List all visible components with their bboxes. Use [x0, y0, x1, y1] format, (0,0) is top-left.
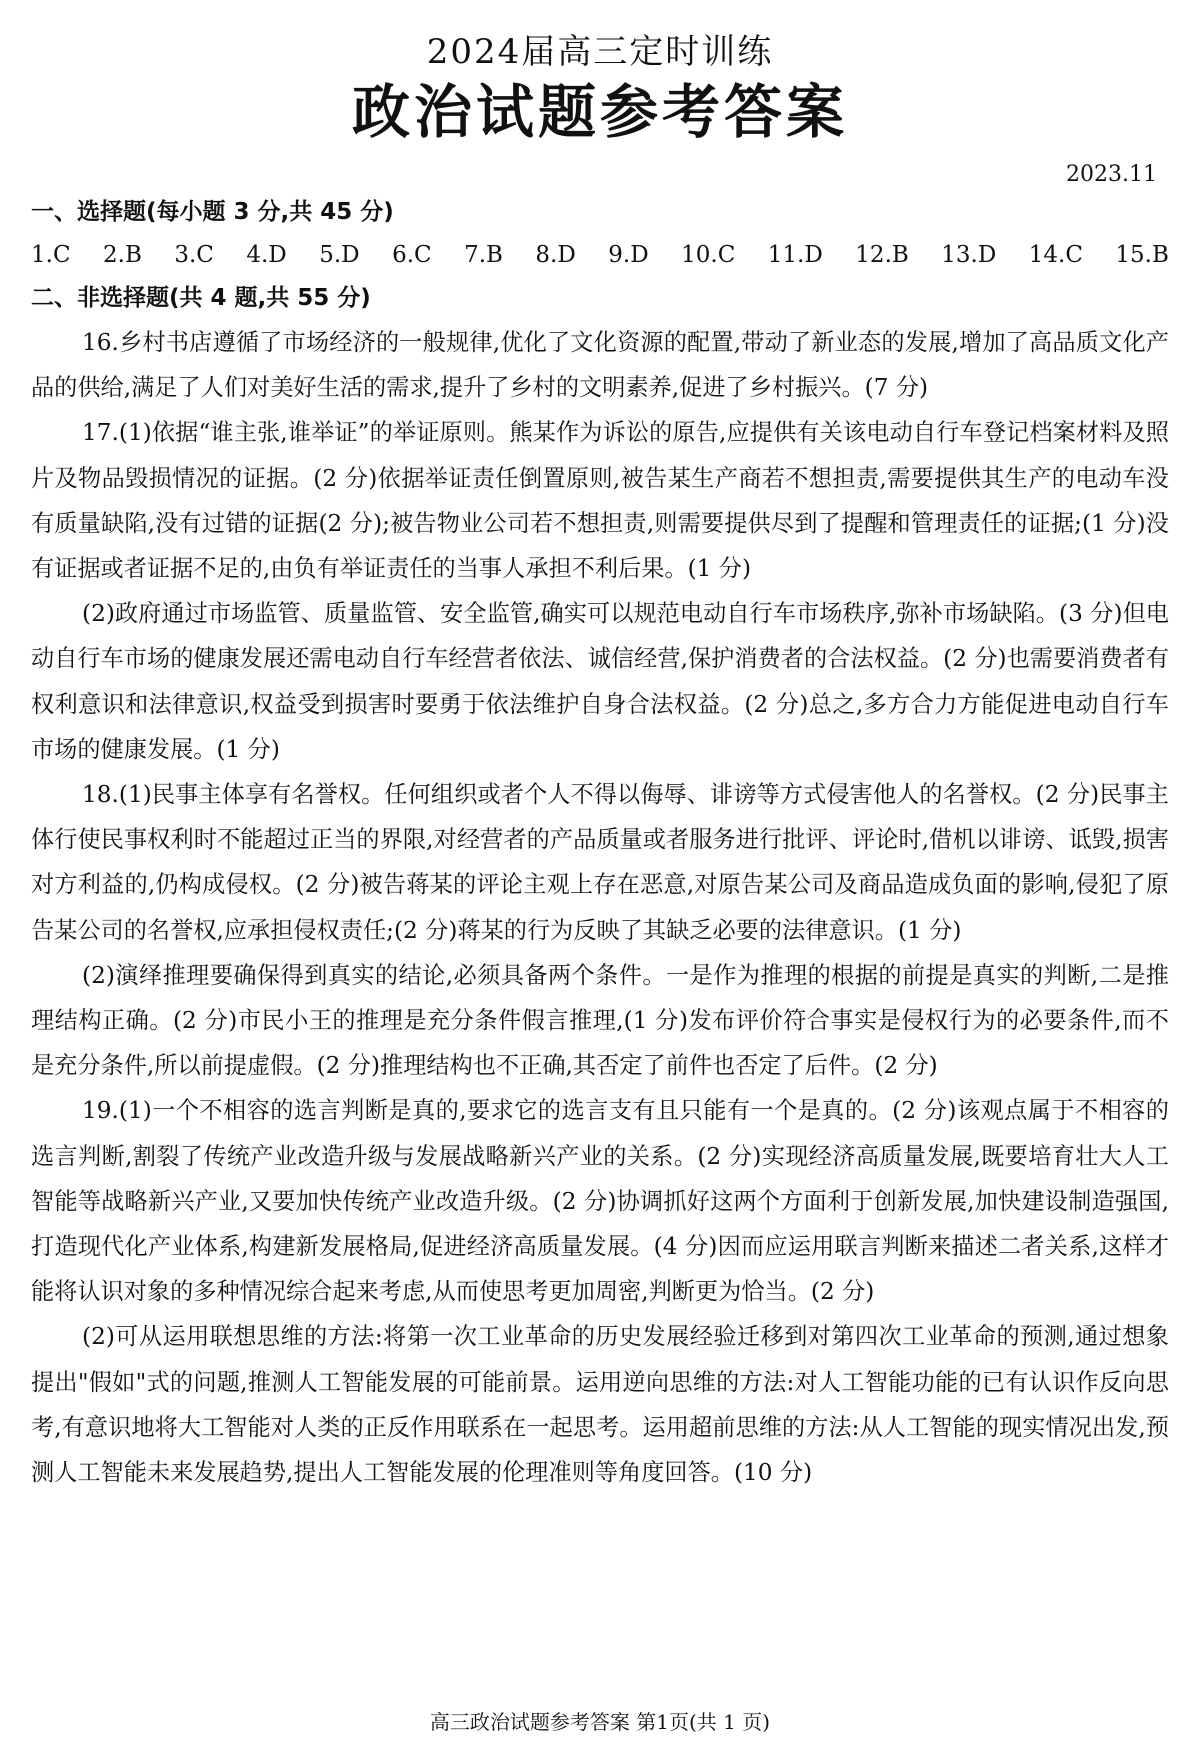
answer-paragraph-17-2: (2)政府通过市场监管、质量监管、安全监管,确实可以规范电动自行车市场秩序,弥补市场缺陷。(3 分)但电动自行车市场的健康发展还需电动自行车经营者依法、诚信经营,保护消费者的合法权益。(2 分)也需要消费者有权利意识和法律意识,权益受到损害时要勇于依法维护自身合法权益。(2 分)总之,多方合力方能促进电动自行车市场的健康发展。(1 分) — [31, 600, 1169, 763]
choice-answer: 11.D — [767, 242, 823, 268]
exam-date: 2023.11 — [1066, 162, 1157, 187]
choice-answer: 9.D — [608, 242, 649, 268]
choice-answers-row — [31, 234, 1169, 276]
choice-answer: 10.C — [681, 242, 736, 268]
choice-answer: 6.C — [392, 242, 432, 268]
choice-answer: 8.D — [535, 242, 576, 268]
choice-answer: 7.B — [464, 242, 503, 268]
answer-paragraph-18-1: 18.(1)民事主体享有名誉权。任何组织或者个人不得以侮辱、诽谤等方式侵害他人的名誉权。(2 分)民事主体行使民事权利时不能超过正当的界限,对经营者的产品质量或者服务进行批评、评论时,借机以诽谤、诋毁,损害对方利益的,仍构成侵权。(2 分)被告蒋某的评论主观上存在恶意,对原告某公司及商品造成负面的影响,侵犯了原告某公司的名誉权,应承担侵权责任;(2 分)蒋某的行为反映了其缺乏必要的法律意识。(1 分) — [31, 781, 1169, 944]
choice-answer: 1.C — [31, 242, 71, 268]
choice-answer: 12.B — [855, 242, 909, 268]
choice-answer: 3.C — [174, 242, 214, 268]
exam-series-title: 2024届高三定时训练 — [426, 32, 774, 72]
section-heading-open: 二、非选择题(共 4 题,共 55 分) — [31, 285, 371, 311]
choice-answer: 13.D — [941, 242, 997, 268]
choice-answer: 2.B — [103, 242, 142, 268]
answer-paragraph-19-2: (2)可从运用联想思维的方法:将第一次工业革命的历史发展经验迁移到对第四次工业革命的预测,通过想象提出"假如"式的问题,推测人工智能发展的可能前景。运用逆向思维的方法:对人工智能功能的已有认识作反向思考,有意识地将大工智能对人类的正反作用联系在一起思考。运用超前思维的方法:从人工智能的现实情况出发,预测人工智能未来发展趋势,提出人工智能发展的伦理准则等角度回答。(10 分) — [31, 1323, 1169, 1487]
choice-answer: 4.D — [246, 242, 287, 268]
answer-paragraph-16: 16.乡村书店遵循了市场经济的一般规律,优化了文化资源的配置,带动了新业态的发展,增加了高品质文化产品的供给,满足了人们对美好生活的需求,提升了乡村的文明素养,促进了乡村振兴。(7 分) — [31, 329, 1169, 402]
choice-answer: 15.B — [1115, 242, 1169, 268]
choice-answer: 14.C — [1028, 242, 1083, 268]
page-title: 政治试题参考答案 — [351, 78, 848, 146]
answer-paragraph-17-1: 17.(1)依据“谁主张,谁举证”的举证原则。熊某作为诉讼的原告,应提供有关该电动自行车登记档案材料及照片及物品毁损情况的证据。(2 分)依据举证责任倒置原则,被告某生产商若不想担责,需要提供其生产的电动车没有质量缺陷,没有过错的证据(2 分);被告物业公司若不想担责,则需要提供尽到了提醒和管理责任的证据;(1 分)没有证据或者证据不足的,由负有举证责任的当事人承担不利后果。(1 分) — [31, 419, 1169, 583]
section-heading-choice: 一、选择题(每小题 3 分,共 45 分) — [31, 199, 394, 225]
answer-paragraph-19-1: 19.(1)一个不相容的选言判断是真的,要求它的选言支有且只能有一个是真的。(2 分)该观点属于不相容的选言判断,割裂了传统产业改造升级与发展战略新兴产业的关系。(2 分)实现经济高质量发展,既要培育壮大人工智能等战略新兴产业,又要加快传统产业改造升级。(2 分)协调抓好这两个方面利于创新发展,加快建设制造强国,打造现代化产业体系,构建新发展格局,促进经济高质量发展。(4 分)因而应运用联言判断来描述二者关系,这样才能将认识对象的多种情况综合起来考虑,从而使思考更加周密,判断更为恰当。(2 分) — [31, 1097, 1169, 1306]
page-footer: 高三政治试题参考答案 第1页(共 1 页) — [429, 1710, 771, 1734]
answer-paragraph-18-2: (2)演绎推理要确保得到真实的结论,必须具备两个条件。一是作为推理的根据的前提是真实的判断,二是推理结构正确。(2 分)市民小王的推理是充分条件假言推理,(1 分)发布评价符合事实是侵权行为的必要条件,而不是充分条件,所以前提虚假。(2 分)推理结构也不正确,其否定了前件也否定了后件。(2 分) — [31, 961, 1169, 1080]
choice-answer: 5.D — [319, 242, 360, 268]
